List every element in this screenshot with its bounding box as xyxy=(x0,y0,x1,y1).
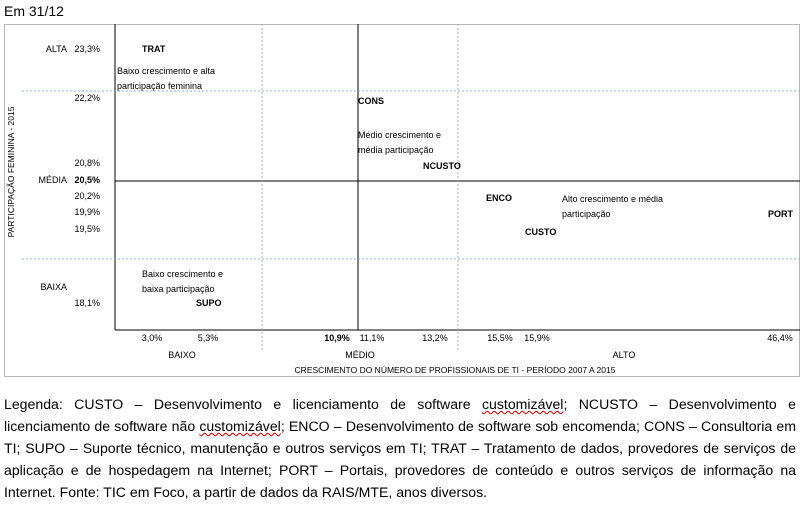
x-tick-label: 13,2% xyxy=(422,333,448,343)
legend-part-2: ; NCUSTO – Desenvolvimento e licenciamento de software não xyxy=(4,396,796,434)
point-label: PORT xyxy=(767,209,793,219)
point-label: CUSTO xyxy=(525,227,557,237)
x-category-label: ALTO xyxy=(612,350,636,360)
quadrant-annotation: Baixo crescimento e alta xyxy=(117,66,216,76)
quadrant-annotation: Médio crescimento e xyxy=(358,130,442,140)
y-tick-label: 20,8% xyxy=(74,158,100,168)
y-tick-label: 20,5% xyxy=(74,175,100,185)
x-tick-label: 11,1% xyxy=(359,333,385,343)
legend-word-1: customizável xyxy=(481,396,564,412)
y-tick-label: 23,3% xyxy=(74,44,100,54)
quadrant-annotation: média participação xyxy=(358,145,434,155)
point-label: CONS xyxy=(358,96,385,106)
y-category-label: MÉDIA xyxy=(38,175,67,185)
x-tick-label: 10,9% xyxy=(324,333,350,343)
quadrant-annotation: participação feminina xyxy=(117,81,203,91)
legend-part-1: Legenda: CUSTO – Desenvolvimento e licenciamento de software xyxy=(4,396,482,412)
y-tick-label: 19,5% xyxy=(74,224,100,234)
x-category-label: MÉDIO xyxy=(345,350,375,360)
legend-word-2: customizável xyxy=(199,418,281,434)
point-label: ENCO xyxy=(486,193,513,203)
x-category-label: BAIXO xyxy=(168,350,196,360)
y-tick-label: 18,1% xyxy=(74,298,100,308)
x-tick-label: 46,4% xyxy=(767,333,793,343)
quadrant-annotation: Alto crescimento e média xyxy=(562,194,664,204)
quadrant-annotation: baixa participação xyxy=(142,284,215,294)
y-tick-label: 19,9% xyxy=(74,207,100,217)
point-label: TRAT xyxy=(142,44,166,54)
legend-part-3: ; ENCO – Desenvolvimento de software sob encomenda; CONS – Consultoria em TI; SUPO – Suporte técnico, manutenção e outros serviços em TI; TRAT – Tratamento de dados, provedores de serviços de aplicação e de hospedagem na Internet; PORT – Portais, provedores de conteúdo e outros serviços de informação na Internet. Fonte: TIC em Foco, a partir de dados da RAIS/MTE, anos diversos. xyxy=(4,418,796,500)
y-axis-title: PARTICIPAÇÃO FEMININA - 2015 xyxy=(6,106,16,238)
period-label: Em 31/12 xyxy=(4,3,64,19)
y-category-label: ALTA xyxy=(45,44,67,54)
point-label: SUPO xyxy=(196,298,222,308)
quadrant-annotation: Baixo crescimento e xyxy=(142,269,224,279)
x-axis-title: CRESCIMENTO DO NÚMERO DE PROFISSIONAIS DE TI - PERÍODO 2007 A 2015 xyxy=(294,365,616,375)
x-tick-label: 3,0% xyxy=(141,333,163,343)
y-tick-label: 22,2% xyxy=(74,93,100,103)
point-label: NCUSTO xyxy=(423,161,461,171)
y-tick-label: 20,2% xyxy=(74,191,100,201)
x-tick-label: 5,3% xyxy=(197,333,219,343)
x-tick-label: 15,9% xyxy=(524,333,550,343)
y-category-label: BAIXA xyxy=(40,282,67,292)
legend-text xyxy=(4,393,796,503)
x-tick-label: 15,5% xyxy=(487,333,513,343)
quadrant-annotation: participação xyxy=(562,209,611,219)
